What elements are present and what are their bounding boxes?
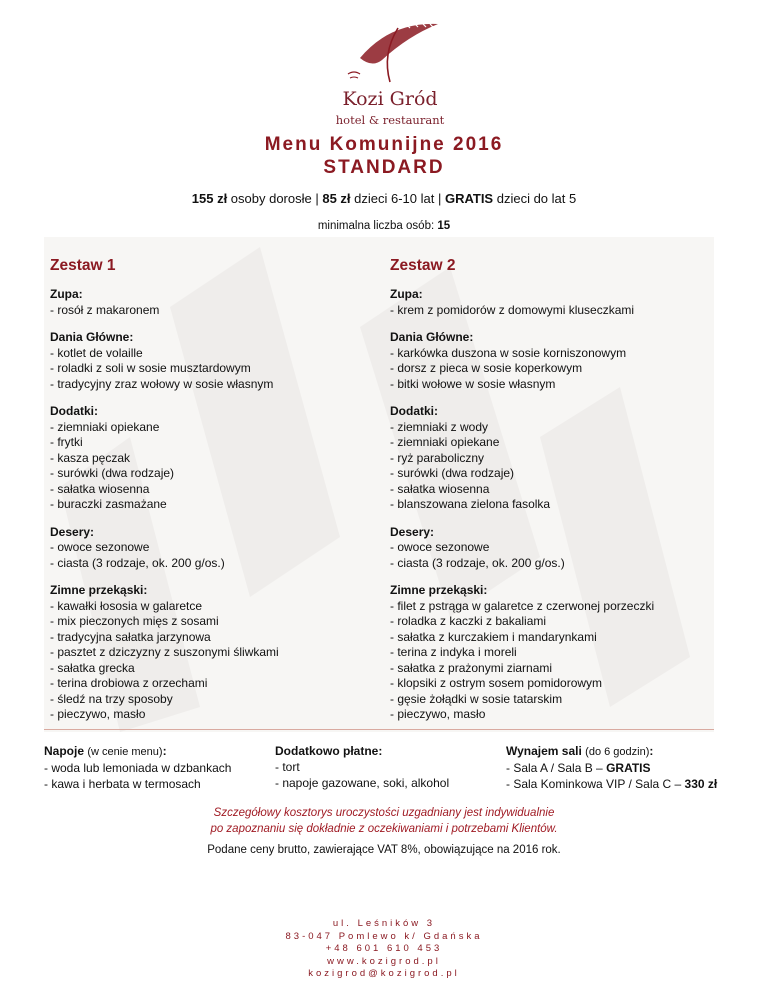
set-1-column [50,257,380,735]
menu-item: - śledź na trzy sposoby [50,691,173,706]
menu-item: - mix pieczonych mięs z sosami [50,614,219,628]
menu-section-title: Dania Główne: [50,330,134,344]
ear-of-grain-logo-icon [320,14,460,90]
extra-paid-heading: Dodatkowo płatne: [275,744,383,758]
menu-item: - krem z pomidorów z domowymi kluseczkami [390,302,635,317]
menu-item: - kotlet de volaille [50,345,143,360]
room-rental-section [506,743,717,792]
menu-item: - rosół z makaronem [50,302,160,317]
drinks-item: - kawa i herbata w termosach [44,777,201,791]
menu-item: - dorsz z pieca w sosie koperkowym [390,361,583,375]
brand-name: Kozi Gród [342,88,438,110]
menu-subtitle: STANDARD [323,157,445,178]
menu-section [50,583,380,723]
free-age-label: dzieci do lat 5 [493,191,577,206]
menu-item: - pieczywo, masło [50,707,146,721]
adult-price: 155 zł [191,191,228,206]
set-2-title: Zestaw 2 [390,257,456,274]
menu-section-title: Zupa: [390,287,423,301]
menu-item: - kasza pęczak [50,450,131,465]
menu-item: - sałatka z prażonymi ziarnami [390,660,553,675]
menu-section [390,525,720,572]
menu-item: - roladka z kaczki z bakaliami [390,614,547,628]
menu-item: - karkówka duszona w sosie korniszonowym [390,345,627,360]
menu-item: - sałatka wiosenna [390,481,490,496]
menu-item: - owoce sezonowe [390,540,490,554]
menu-title: Menu Komunijne 2016 [264,134,504,155]
note-line: po zapoznaniu się dokładnie z oczekiwaniami i potrzebami Klientów. [210,823,558,835]
brand-subtitle: hotel & restaurant [335,113,445,127]
menu-section-title: Dodatki: [390,404,438,418]
contact-block [0,918,768,981]
menu-item: - pasztet z dziczyzny z suszonymi śliwkami [50,645,279,659]
menu-section-title: Dania Główne: [390,330,474,344]
menu-item: - ciasta (3 rodzaje, ok. 200 g/os.) [50,555,225,570]
extra-paid-section [275,743,449,791]
menu-item: - ziemniaki opiekane [390,435,500,449]
menu-item: - kawałki łososia w galaretce [50,598,203,613]
menu-item: - frytki [50,435,83,449]
menu-item: - ryż paraboliczny [390,450,485,465]
menu-item: - roladki z soli w sosie musztardowym [50,361,251,375]
adult-label: osoby dorosłe | [227,191,323,206]
menu-section-title: Zupa: [50,287,83,301]
menu-item: - bitki wołowe w sosie własnym [390,376,556,391]
logo [320,14,460,126]
child-price: 85 zł [322,191,351,206]
note-line: Szczegółowy kosztorys uroczystości uzgadniany jest indywidualnie [213,807,555,819]
menu-item: - ziemniaki opiekane [50,419,160,434]
menu-section [50,330,380,392]
menu-section [390,330,720,392]
drinks-section [44,743,231,792]
room-rental-line: - Sala A / Sala B – GRATIS [506,761,651,775]
menu-section [390,404,720,513]
extra-paid-item: - napoje gazowane, soki, alkohol [275,776,450,790]
minimum-label: minimalna liczba osób: [317,220,438,232]
room-rental-line: - Sala Kominkowa VIP / Sala C – 330 zł [506,777,718,791]
menu-item: - tradycyjna sałatka jarzynowa [50,629,211,644]
menu-item: - terina z indyka i moreli [390,645,517,659]
drinks-heading: Napoje (w cenie menu): [44,744,167,758]
set-1-title: Zestaw 1 [50,257,116,274]
room-rental-heading: Wynajem sali (do 6 godzin): [506,744,654,758]
menu-item: - ziemniaki z wody [390,419,489,434]
menu-item: - owoce sezonowe [50,540,150,554]
menu-section-title: Desery: [390,524,435,539]
menu-item: - sałatka grecka [50,660,135,675]
minimum-guests [0,220,768,232]
minimum-value: 15 [437,220,451,232]
menu-item: - sałatka z kurczakiem i mandarynkami [390,629,597,644]
menu-section-title: Dodatki: [50,404,98,418]
menu-section [390,287,720,318]
price-footnote: Podane ceny brutto, zawierające VAT 8%, obowiązujące na 2016 rok. [207,844,561,856]
menu-section-title: Desery: [50,524,95,539]
drinks-item: - woda lub lemoniada w dzbankach [44,761,232,775]
contact-email[interactable]: kozigrod@kozigrod.pl [308,968,460,979]
contact-city: 83-047 Pomlewo k/ Gdańska [285,930,483,942]
free-label: GRATIS [444,191,494,206]
menu-section [50,287,380,318]
menu-item: - terina drobiowa z orzechami [50,676,208,690]
menu-item: - tradycyjny zraz wołowy w sosie własnym [50,376,274,391]
menu-item: - surówki (dwa rodzaje) [50,466,175,480]
menu-section [390,583,720,723]
contact-website[interactable]: www.kozigrod.pl [327,955,441,967]
set-2-column [390,257,720,735]
extra-paid-item: - tort [275,760,300,774]
menu-section-title: Zimne przekąski: [50,583,148,597]
menu-item: - filet z pstrąga w galaretce z czerwonej porzeczki [390,598,655,613]
menu-item: - ciasta (3 rodzaje, ok. 200 g/os.) [390,555,565,570]
menu-item: - blanszowana zielona fasolka [390,497,551,511]
menu-section [50,404,380,513]
contact-street: ul. Leśników 3 [332,918,436,929]
divider [44,729,714,730]
menu-item: - pieczywo, masło [390,707,486,721]
menu-item: - surówki (dwa rodzaje) [390,466,515,480]
menu-item: - buraczki zasmażane [50,497,167,511]
menu-item: - gęsie żołądki w sosie tatarskim [390,691,563,706]
menu-section [50,525,380,572]
menu-item: - klopsiki z ostrym sosem pomidorowym [390,676,603,690]
menu-section-title: Zimne przekąski: [390,583,488,597]
contact-phone: +48 601 610 453 [325,943,443,954]
price-line [0,191,768,206]
menu-item: - sałatka wiosenna [50,481,150,496]
child-label: dzieci 6-10 lat | [350,191,445,206]
